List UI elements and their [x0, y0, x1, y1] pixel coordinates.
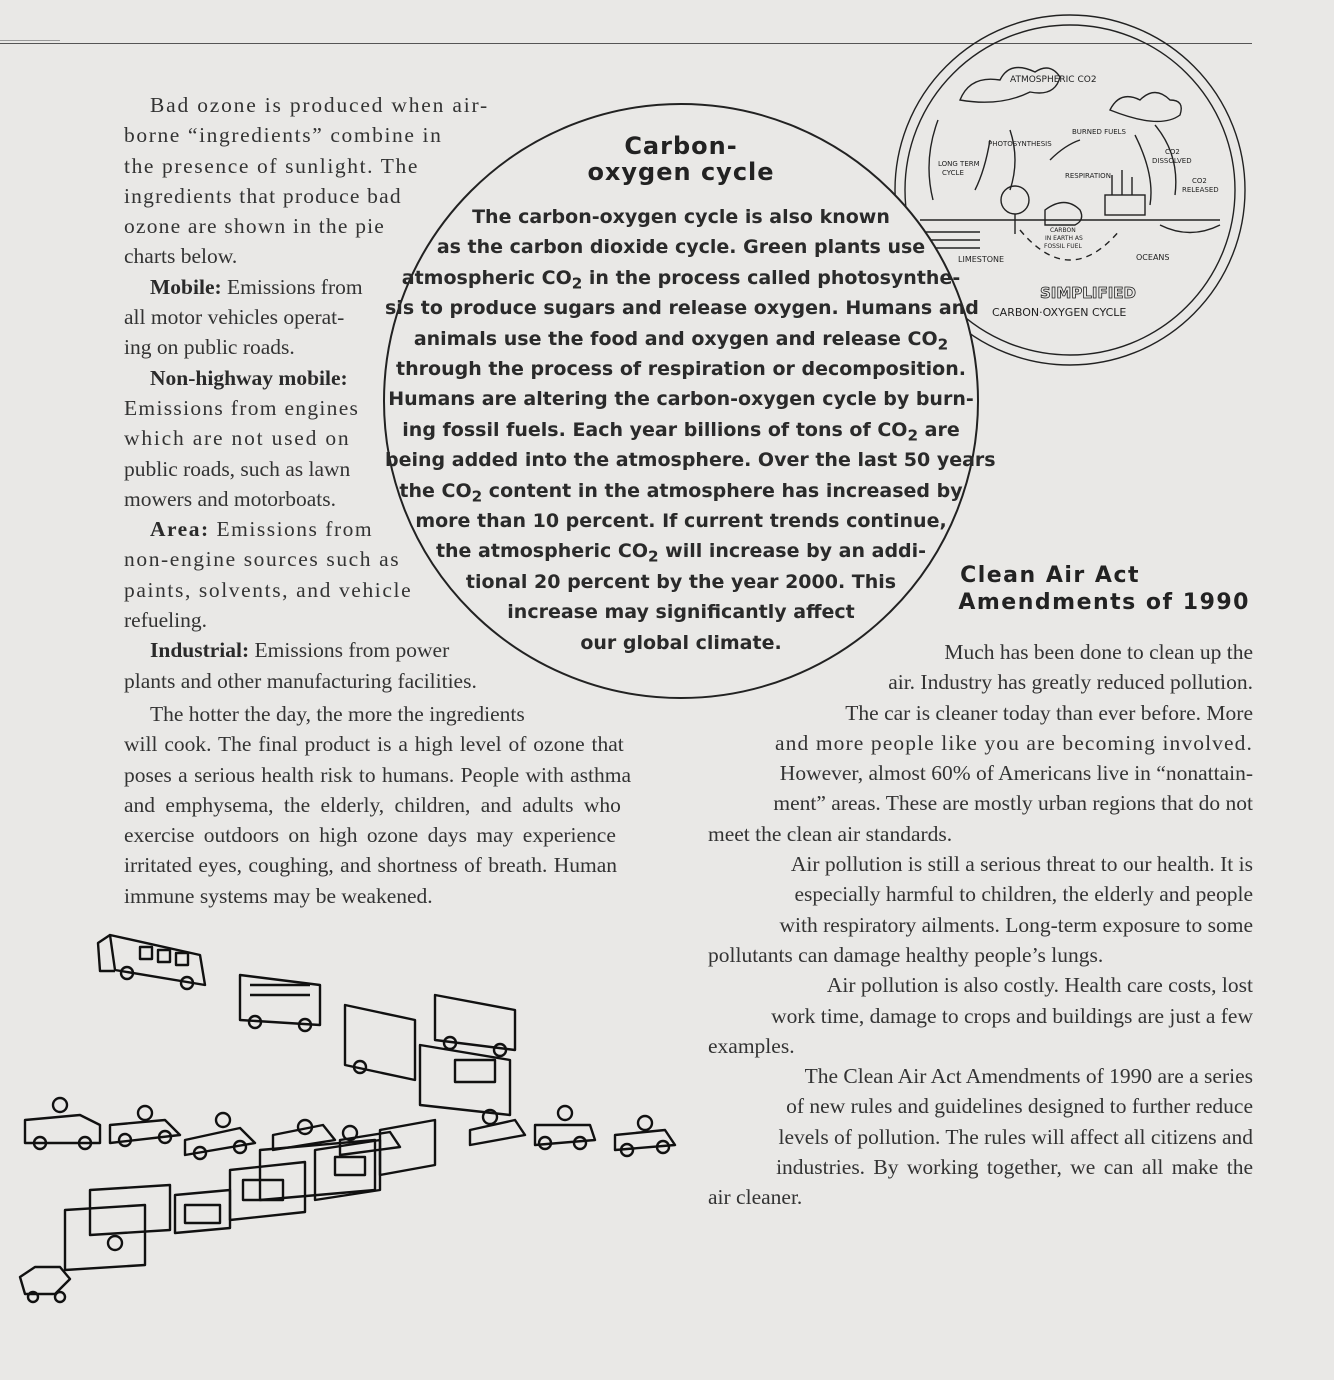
text-line: Emissions from engines — [124, 395, 360, 420]
diagram-label: IN EARTH AS — [1045, 235, 1083, 242]
text-fragment: Emissions from — [227, 274, 363, 299]
term-label: Industrial: — [150, 638, 250, 663]
heading-line: Clean Air Act — [960, 563, 1140, 588]
top-rule-short — [0, 40, 60, 41]
text-line: Bad ozone is produced when air- — [150, 93, 489, 117]
text-line: industries. By working together, we can all make the — [776, 1155, 1253, 1180]
hotter-paragraph — [124, 699, 670, 911]
text-fragment: being added into the atmosphere. Over the last 50 years — [385, 449, 996, 472]
diagram-title: SIMPLIFIED — [1040, 284, 1136, 302]
circle-text-line — [385, 202, 977, 232]
subscript: 2 — [471, 487, 483, 506]
text-line: especially harmful to children, the elderly and people — [794, 882, 1253, 907]
text-line: air cleaner. — [708, 1185, 803, 1210]
diagram-label: PHOTOSYNTHESIS — [988, 140, 1052, 148]
subscript: 2 — [907, 426, 919, 445]
text-line: ingredients that produce bad — [124, 183, 402, 208]
circle-text-line — [385, 384, 977, 414]
text-line: which are not used on — [124, 426, 351, 451]
text-fragment: the CO — [399, 479, 472, 502]
text-line: refueling. — [124, 608, 207, 633]
text-fragment: animals use the food and oxygen and release CO — [413, 327, 938, 350]
text-fragment: Emissions from — [216, 517, 374, 542]
text-line: irritated eyes, coughing, and shortness of breath. Human — [124, 853, 618, 878]
text-fragment: in the process called photosynthe- — [582, 266, 961, 289]
text-line: mowers and motorboats. — [124, 486, 336, 511]
clean-air-act-heading — [958, 562, 1250, 616]
text-fragment: our global climate. — [580, 631, 782, 654]
text-line: Air pollution is still a serious threat to our health. It is — [790, 852, 1253, 877]
circle-heading: oxygen cycle — [587, 158, 775, 186]
circle-text-line — [385, 232, 977, 262]
text-line: The car is cleaner today than ever before. More — [845, 700, 1253, 725]
text-fragment: as the carbon dioxide cycle. Green plants use — [436, 236, 926, 259]
diagram-label: OCEANS — [1136, 253, 1170, 262]
circle-text-line — [385, 506, 977, 536]
text-fragment: Humans are altering the carbon-oxygen cycle by burn- — [388, 388, 974, 411]
text-line: meet the clean air standards. — [708, 821, 953, 846]
text-fragment: Emissions from power — [254, 638, 450, 663]
circle-text-line — [385, 567, 977, 597]
text-line: ozone are shown in the pie — [124, 214, 386, 239]
term-label: Mobile: — [150, 274, 222, 299]
circle-text-line — [385, 536, 977, 566]
text-line: all motor vehicles operat- — [124, 305, 345, 330]
text-line: the presence of sunlight. The — [124, 153, 419, 178]
text-fragment: will increase by an addi- — [658, 540, 927, 563]
term-label: Area: — [150, 517, 210, 542]
circle-text-line — [385, 445, 996, 475]
heading-line: Amendments of 1990 — [958, 590, 1250, 615]
text-line: non-engine sources such as — [124, 547, 401, 572]
diagram-label: CYCLE — [942, 169, 964, 177]
text-line: and more people like you are becoming involved. — [775, 730, 1253, 755]
traffic-illustration — [15, 925, 695, 1310]
diagram-label: DISSOLVED — [1152, 157, 1192, 165]
text-line: Much has been done to clean up the — [944, 640, 1253, 664]
text-line: pollutants can damage healthy people’s lungs. — [708, 942, 1104, 967]
text-line: The hotter the day, the more the ingredients — [150, 702, 525, 726]
text-fragment: through the process of respiration or decomposition. — [396, 358, 966, 381]
circle-text-line — [385, 476, 977, 506]
text-line: ment” areas. These are mostly urban regions that do not — [773, 791, 1253, 816]
text-line: immune systems may be weakened. — [124, 883, 433, 908]
diagram-label: CO2 — [1192, 177, 1207, 185]
text-fragment: the atmospheric CO — [435, 540, 648, 563]
circle-text-line — [385, 597, 977, 627]
text-line: with respiratory ailments. Long-term exposure to some — [779, 912, 1253, 937]
diagram-label: LONG TERM — [938, 160, 980, 168]
circle-text-line — [385, 263, 977, 293]
diagram-label: CO2 — [1165, 148, 1180, 156]
text-fragment: content in the atmosphere has increased by — [482, 479, 963, 502]
diagram-label: RELEASED — [1182, 186, 1219, 194]
circle-text-line — [385, 324, 977, 354]
text-line: levels of pollution. The rules will affect all citizens and — [778, 1124, 1253, 1149]
circle-text-line — [385, 415, 977, 445]
right-column-text — [708, 637, 1253, 1213]
diagram-label: BURNED FUELS — [1072, 128, 1126, 136]
text-line: Air pollution is also costly. Health care costs, lost — [826, 973, 1253, 998]
text-line: examples. — [708, 1033, 795, 1058]
text-fragment: sis to produce sugars and release oxygen. Humans and — [385, 297, 979, 320]
circle-text-line — [385, 354, 977, 384]
subscript: 2 — [571, 274, 583, 293]
circle-text-line — [385, 293, 977, 323]
text-line: of new rules and guidelines designed to further reduce — [786, 1094, 1253, 1119]
text-fragment: more than 10 percent. If current trends continue, — [415, 510, 947, 533]
text-line: public roads, such as lawn — [124, 456, 351, 481]
text-line: The Clean Air Act Amendments of 1990 are a series — [804, 1064, 1253, 1089]
text-fragment: atmospheric CO — [401, 266, 572, 289]
diagram-label: RESPIRATION — [1065, 172, 1111, 180]
text-fragment: ing fossil fuels. Each year billions of tons of CO — [402, 418, 908, 441]
diagram-label: ATMOSPHERIC CO2 — [1010, 75, 1097, 85]
text-fragment: The carbon-oxygen cycle is also known — [472, 206, 890, 228]
subscript: 2 — [937, 335, 949, 354]
text-fragment: tional 20 percent by the year 2000. This — [465, 570, 897, 593]
text-line: will cook. The final product is a high level of ozone that — [124, 732, 624, 757]
diagram-label: FOSSIL FUEL — [1044, 243, 1082, 250]
text-line: exercise outdoors on high ozone days may experience — [124, 823, 616, 848]
text-line: paints, solvents, and vehicle — [124, 577, 413, 602]
text-line: ing on public roads. — [124, 335, 295, 360]
text-fragment: are — [918, 418, 960, 441]
diagram-label: LIMESTONE — [958, 255, 1005, 264]
text-line: However, almost 60% of Americans live in “nonattain- — [779, 761, 1253, 786]
term-label: Non-highway mobile: — [150, 365, 348, 390]
text-line: charts below. — [124, 244, 238, 269]
circle-heading: Carbon- — [624, 132, 738, 160]
text-fragment: increase may significantly affect — [507, 601, 855, 624]
text-line: and emphysema, the elderly, children, and adults who — [124, 792, 621, 817]
text-line: poses a serious health risk to humans. People with asthma — [124, 762, 632, 787]
diagram-title: CARBON·OXYGEN CYCLE — [992, 306, 1127, 319]
diagram-label: CARBON — [1050, 227, 1076, 234]
subscript: 2 — [647, 548, 659, 567]
text-line: work time, damage to crops and buildings are just a few — [771, 1003, 1253, 1028]
text-line: air. Industry has greatly reduced pollution. — [888, 670, 1253, 695]
text-line: plants and other manufacturing facilities. — [124, 668, 477, 693]
text-line: borne “ingredients” combine in — [124, 123, 443, 148]
